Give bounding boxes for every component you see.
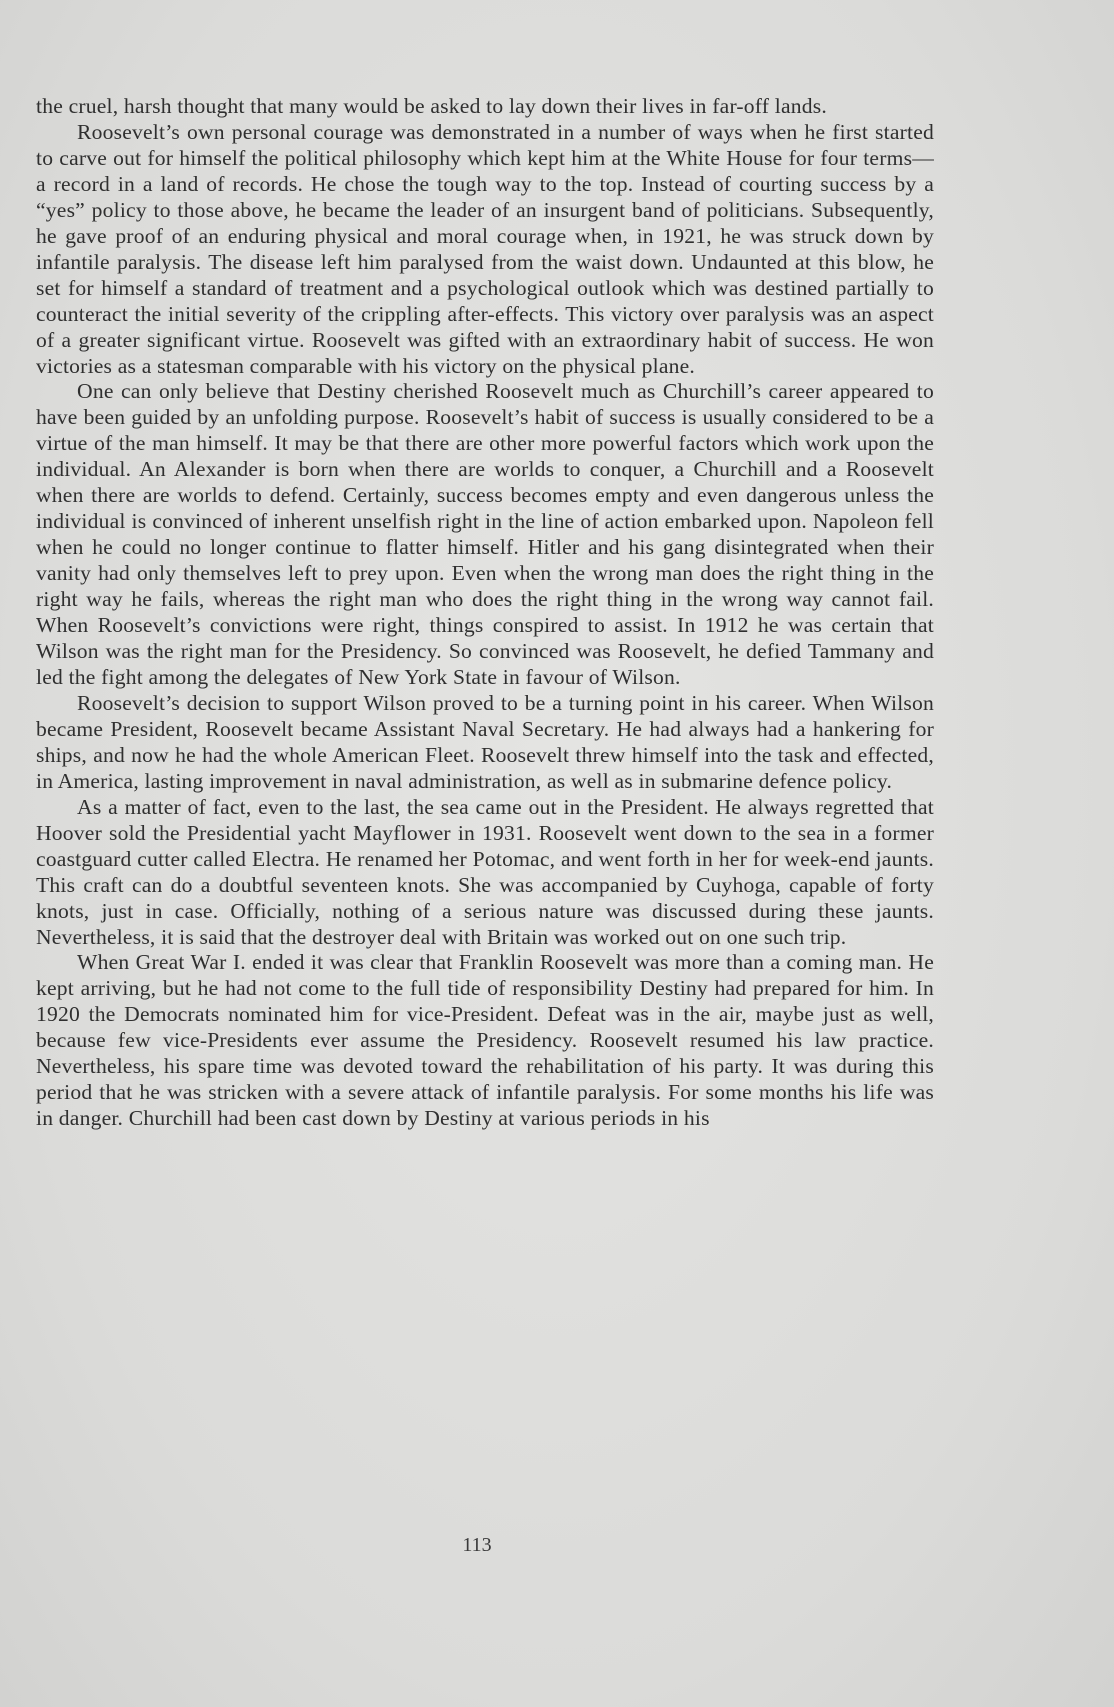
paragraph-3: One can only believe that Destiny cherished Roosevelt much as Churchill’s career appeared to have been guided by an unfolding purpose. Roosevelt’s habit of success is usually considered to be a virtue of the man himself. It may be that there are other more powerful factors which work upon the individual. An Alexander is born when there are worlds to conquer, a Churchill and a Roosevelt when there are worlds to defend. Certainly, success becomes empty and even dangerous unless the individual is convinced of inherent unselfish right in the line of action embarked upon. Napoleon fell when he could no longer continue to flatter himself. Hitler and his gang disintegrated when their vanity had only themselves left to prey upon. Even when the wrong man does the right thing in the right way he fails, whereas the right man who does the right thing in the wrong way cannot fail. When Roosevelt’s convictions were right, things conspired to assist. In 1912 he was certain that Wilson was the right man for the Presidency. So convinced was Roosevelt, he defied Tammany and led the fight among the delegates of New York State in favour of Wilson.	[36, 379, 934, 689]
paragraph-1: the cruel, harsh thought that many would be asked to lay down their lives in far-off lands.	[36, 94, 827, 118]
page-number: 113	[462, 1534, 492, 1556]
paragraph-2: Roosevelt’s own personal courage was demonstrated in a number of ways when he first started to carve out for himself the political philosophy which kept him at the White House for four terms—a record in a land of records. He chose the tough way to the top. Instead of courting success by a “yes” policy to those above, he became the leader of an insurgent band of politicians. Subsequently, he gave proof of an enduring physical and moral courage when, in 1921, he was struck down by infantile paralysis. The disease left him paralysed from the waist down. Undaunted at this blow, he set for himself a standard of treatment and a psychological outlook which was destined partially to counteract the initial severity of the crippling after-effects. This victory over paralysis was an aspect of a greater significant virtue. Roosevelt was gifted with an extraordinary habit of success. He won victories as a statesman comparable with his victory on the physical plane.	[36, 119, 934, 378]
paragraph-5: As a matter of fact, even to the last, the sea came out in the President. He always regretted that Hoover sold the Presidential yacht Mayflower in 1931. Roosevelt went down to the sea in a former coastguard cutter called Electra. He renamed her Potomac, and went forth in her for week-end jaunts. This craft can do a doubtful seventeen knots. She was accompanied by Cuyhoga, capable of forty knots, just in case. Officially, nothing of a serious nature was discussed during these jaunts. Nevertheless, it is said that the destroyer deal with Britain was worked out on one such trip.	[36, 794, 934, 949]
body-text	[36, 94, 934, 1132]
paragraph-6: When Great War I. ended it was clear that Franklin Roosevelt was more than a coming man. He kept arriving, but he had not come to the full tide of responsibility Destiny had prepared for him. In 1920 the Democrats nominated him for vice-President. Defeat was in the air, maybe just as well, because few vice-Presidents ever assume the Presidency. Roosevelt resumed his law practice. Nevertheless, his spare time was devoted toward the rehabilitation of his party. It was during this period that he was stricken with a severe attack of infantile paralysis. For some months his life was in danger. Churchill had been cast down by Destiny at various periods in his	[36, 950, 934, 1131]
paragraph-4: Roosevelt’s decision to support Wilson proved to be a turning point in his career. When Wilson became President, Roosevelt became Assistant Naval Secretary. He had always had a hankering for ships, and now he had the whole American Fleet. Roosevelt threw himself into the task and effected, in America, lasting improvement in naval administration, as well as in submarine defence policy.	[36, 690, 934, 793]
